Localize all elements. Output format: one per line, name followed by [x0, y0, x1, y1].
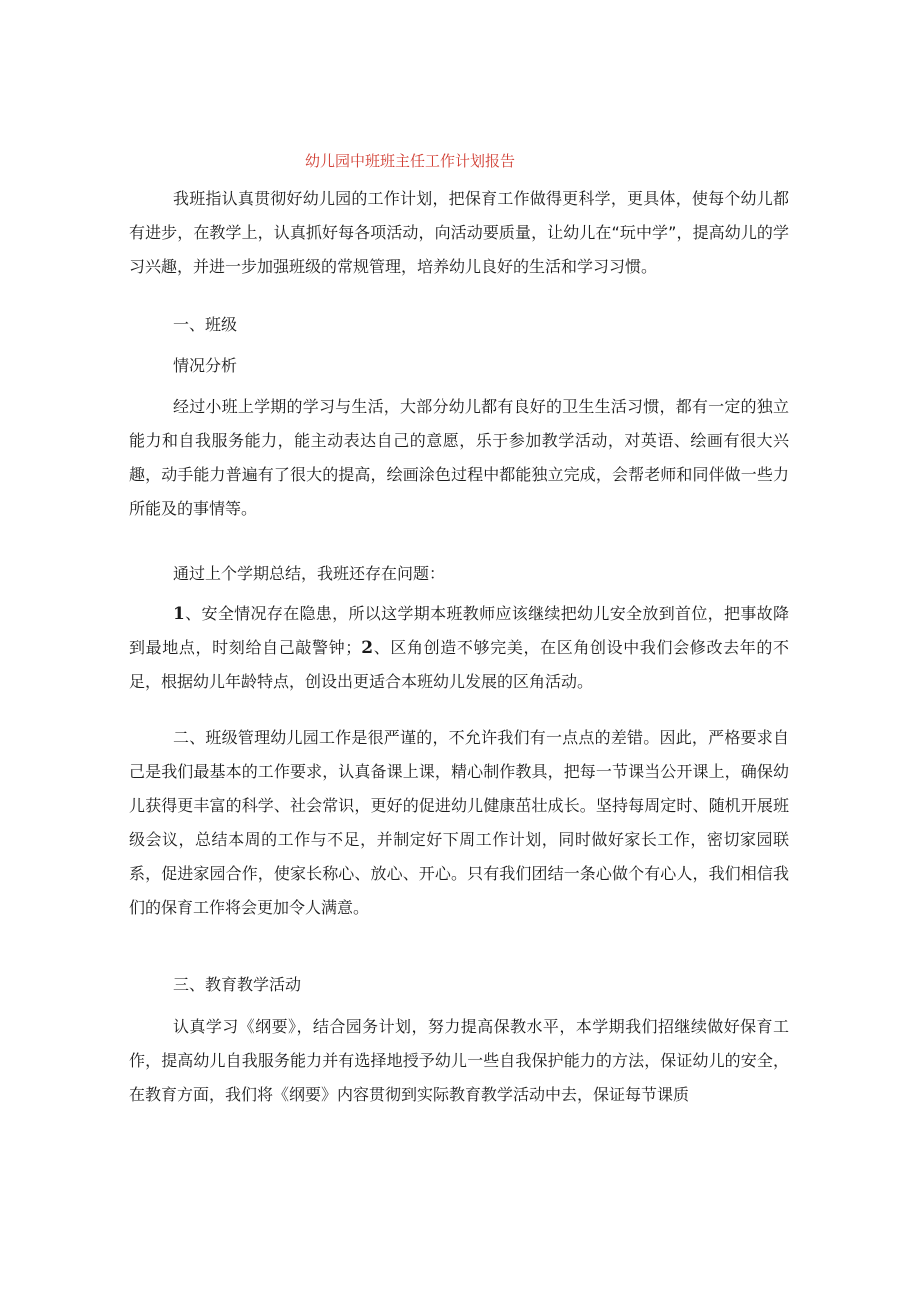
problem-text-1: 、安全情况存在隐患，所以这学期本班教师应该继续把幼儿安全放到首位，把事故降到最地点，时刻给自己敲警钟； — [129, 604, 789, 657]
problem-text-2: 、区角创造不够完美，在区角创设中我们会修改去年的不足，根据幼儿年龄特点，创设出更适合本班幼儿发展的区角活动。 — [129, 638, 789, 691]
section3-heading: 三、教育教学活动 — [173, 975, 302, 994]
intro-paragraph: 我班指认真贯彻好幼儿园的工作计划，把保育工作做得更科学，更具体，使每个幼儿都有进步，在教学上，认真抓好每各项活动，向活动要质量，让幼儿在“玩中学”，提高幼儿的学习兴趣，并进一步加强班级的常规管理，培养幼儿良好的生活和学习习惯。 — [129, 189, 789, 276]
problem-number-2: 2 — [361, 638, 374, 658]
document-title: 幼儿园中班班主任工作计划报告 — [305, 152, 516, 170]
section1-subheading: 情况分析 — [173, 356, 238, 375]
section2-paragraph: 二、班级管理幼儿园工作是很严谨的，不允许我们有一点点的差错。因此，严格要求自己是我们最基本的工作要求，认真备课上课，精心制作教具，把每一节课当公开课上，确保幼儿获得更丰富的科学、社会常识，更好的促进幼儿健康茁壮成长。坚持每周定时、随机开展班级会议，总结本周的工作与不足，并制定好下周工作计划，同时做好家长工作，密切家园联系，促进家园合作，使家长称心、放心、开心。只有我们团结一条心做个有心人，我们相信我们的保育工作将会更加令人满意。 — [129, 728, 789, 917]
problems-intro: 通过上个学期总结，我班还存在问题： — [173, 564, 446, 583]
problem-number-1: 1 — [173, 604, 185, 624]
section3-paragraph: 认真学习《纲要》，结合园务计划，努力提高保教水平，本学期我们招继续做好保育工作，提高幼儿自我服务能力并有选择地授予幼儿一些自我保护能力的方法，保证幼儿的安全，在教育方面，我们将《纲要》内容贯彻到实际教育教学活动中去，保证每节课质 — [129, 1017, 789, 1104]
analysis-paragraph: 经过小班上学期的学习与生活，大部分幼儿都有良好的卫生生活习惯，都有一定的独立能力和自我服务能力，能主动表达自己的意愿，乐于参加教学活动，对英语、绘画有很大兴趣，动手能力普遍有了很大的提高，绘画涂色过程中都能独立完成，会帮老师和同伴做一些力所能及的事情等。 — [129, 397, 789, 518]
section1-heading: 一、班级 — [173, 315, 238, 334]
problems-paragraph — [129, 597, 789, 699]
